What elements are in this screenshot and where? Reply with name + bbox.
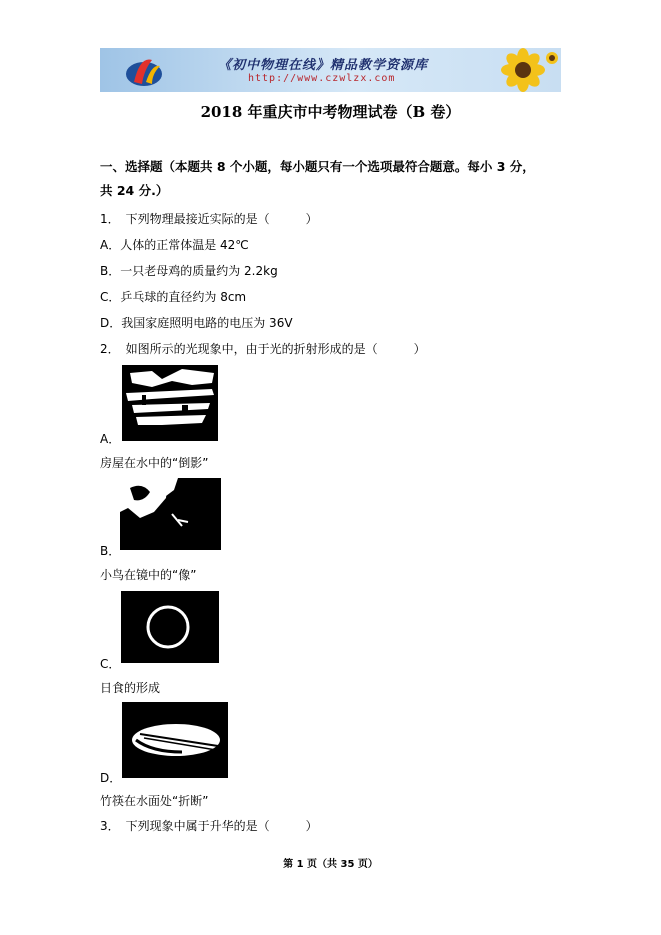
q2-option-a-caption: 房屋在水中的“倒影” (100, 456, 209, 470)
q1-option-a: A．人体的正常体温是 42℃ (100, 238, 249, 252)
q2-option-d-letter: D． (100, 771, 122, 785)
q2-stem: 2． 如图所示的光现象中，由于光的折射形成的是（ ） (100, 342, 426, 356)
bird-mirror-photo (120, 478, 221, 550)
q2-option-c-caption: 日食的形成 (100, 681, 161, 695)
banner-url: http://www.czwlzx.com (248, 73, 396, 84)
page-title: 2018 年重庆市中考物理试卷（B 卷） (200, 103, 461, 121)
q2-image-b (120, 478, 221, 550)
header-banner (100, 48, 561, 92)
q2-image-c (121, 591, 219, 663)
q2-image-d (122, 702, 228, 778)
solar-eclipse-photo (121, 591, 219, 663)
reflection-photo (122, 365, 218, 441)
page-footer: 第 1 页（共 35 页） (283, 859, 378, 870)
sunflower-icon (478, 48, 561, 92)
q1-stem: 1． 下列物理最接近实际的是（ ） (100, 212, 318, 226)
q2-option-c-letter: C． (100, 657, 121, 671)
q2-option-d-caption: 竹筷在水面处“折断” (100, 794, 209, 808)
q1-option-d: D．我国家庭照明电路的电压为 36V (100, 316, 293, 330)
q2-option-b-letter: B． (100, 544, 121, 558)
chopsticks-water-photo (122, 702, 228, 778)
logo-icon (122, 52, 166, 90)
q3-stem: 3． 下列现象中属于升华的是（ ） (100, 819, 318, 833)
q1-option-c: C．乒乓球的直径约为 8cm (100, 290, 247, 304)
section-heading-line1: 一、选择题（本题共 8 个小题，每小题只有一个选项最符合题意。每小 3 分， (100, 159, 535, 174)
q2-option-a-letter: A． (100, 432, 121, 446)
banner-title: 《初中物理在线》精品教学资源库 (218, 58, 429, 73)
section-heading-line2: 共 24 分.） (100, 183, 169, 198)
q2-option-b-caption: 小鸟在镜中的“像” (100, 568, 197, 582)
q1-option-b: B．一只老母鸡的质量约为 2.2kg (100, 264, 278, 278)
q2-image-a (122, 365, 218, 441)
